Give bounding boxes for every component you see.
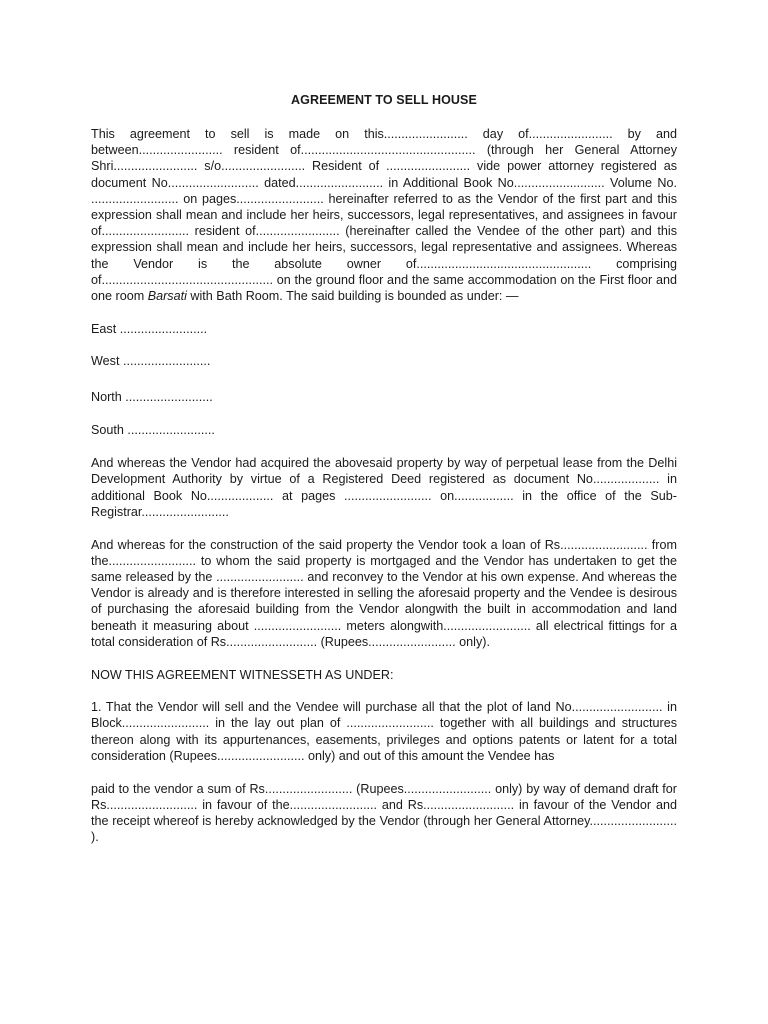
loan-paragraph: And whereas for the construction of the said property the Vendor took a loan of Rs......................... from the......................... to whom the said property is mortgaged and the Vendor has undertaken to get the same released by the ......................... and reconvey to the Vendor at his own expense. And whereas the Vendor is already and is therefore interested in selling the aforesaid property and the Vendee is desirous of purchasing the aforesaid building from the Vendor alongwith the built in accommodation and land beneath it measuring about ......................... meters alongwith......................... all electrical fittings for a total consideration of Rs.......................... (Rupees......................... only). (91, 537, 677, 649)
document-title: AGREEMENT TO SELL HOUSE (291, 93, 477, 107)
intro-paragraph (91, 126, 677, 304)
payment-paragraph: paid to the vendor a sum of Rs......................... (Rupees......................... only) by way of demand draft for Rs.......................... in favour of the......................... and Rs.......................... in favour of the Vendor and the receipt whereof is hereby acknowledged by the Vendor (through her General Attorney......................... ). (91, 781, 677, 845)
barsati-term: Barsati (147, 289, 187, 304)
witnesseth-heading: NOW THIS AGREEMENT WITNESSETH AS UNDER: (91, 667, 394, 682)
clause-1-paragraph: 1. That the Vendor will sell and the Vendee will purchase all that the plot of land No.......................... in Block......................... in the lay out plan of ......................... together with all buildings and structures thereon along with its appurtenances, easements, privileges and options patents or latent for a total consideration (Rupees......................... only) and out of this amount the Vendee has (91, 700, 677, 763)
lease-paragraph: And whereas the Vendor had acquired the abovesaid property by way of perpetual lease from the Delhi Development Authority by virtue of a Registered Deed registered as document No................... in additional Book No................... at pages ......................... on................. in the office of the Sub-Registrar......................... (91, 456, 677, 519)
boundary-south: South ......................... (91, 423, 215, 438)
intro-text-end: with Bath Room. The said building is bounded as under: — (186, 289, 519, 304)
intro-text-start: This agreement to sell is made on this........................ day of........................ by and between........................ resident of.................................................. (through her General Attorney Shri........................ s/o........................ Resident of ........................ vide power attorney registered as document No.......................... dated......................... in Additional Book No.......................... Volume No. ......................... on pages......................... hereinafter referred to as the Vendor of the first part and this expression shall mean and include her heirs, successors, legal representatives, and assignees in favour of......................... resident of........................ (hereinafter called the Vendee of the other part) and this expression shall mean and include her heirs, successors, legal representative and assignees. Whereas the Vendor is the absolute owner of.................................................. comprising of................................................. on the ground floor and the same accommodation on the First floor and one room (91, 127, 677, 304)
boundary-north: North ......................... (91, 389, 213, 404)
document-body (91, 126, 677, 845)
boundary-west: West ......................... (91, 354, 211, 369)
boundary-east: East ......................... (91, 321, 208, 336)
